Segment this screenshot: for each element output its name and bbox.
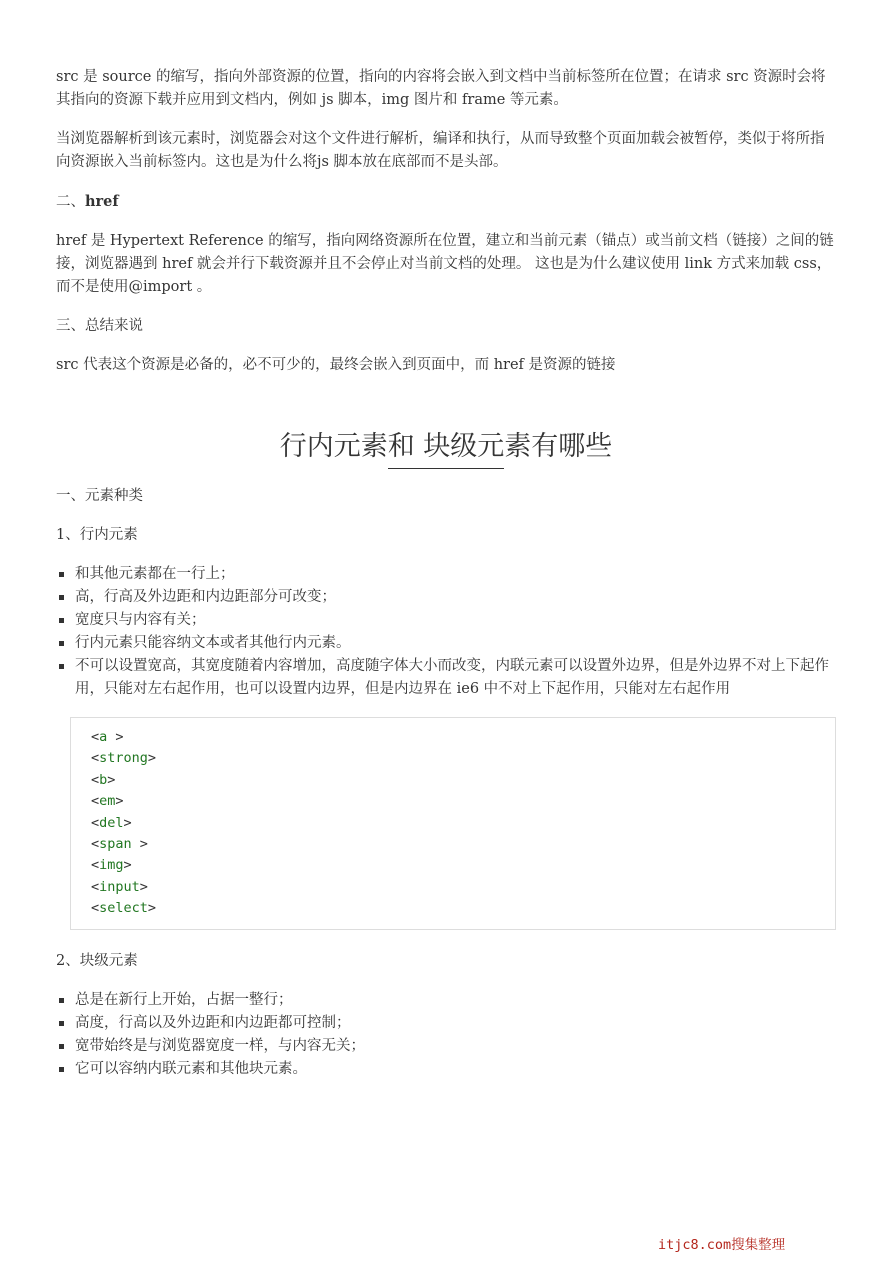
code-line: <select>	[91, 900, 157, 917]
code-line: <strong>	[91, 750, 157, 767]
article-title-underlined: 和 块级元	[388, 427, 505, 469]
code-line: <b>	[91, 771, 116, 788]
inline-tags-code-block	[70, 717, 836, 930]
inline-elements-heading: 1、行内元素	[56, 527, 138, 543]
code-line: <img>	[91, 857, 132, 874]
href-heading-prefix: 二、	[56, 194, 85, 210]
block-elements-list	[56, 989, 836, 1081]
list-item: 高，行高及外边距和内边距部分可改变；	[56, 586, 836, 609]
code-tag-name: select	[99, 900, 148, 917]
article-title-after: 素有哪些	[504, 431, 613, 462]
href-heading	[56, 190, 836, 214]
summary-paragraph: src 代表这个资源是必备的，必不可少的，最终会嵌入到页面中，而 href 是资源的链接	[56, 357, 616, 373]
code-tag-name: img	[99, 857, 124, 874]
block-elements-heading: 2、块级元素	[56, 952, 138, 969]
code-tag-name: span	[99, 836, 132, 853]
footer-watermark: itjc8.com搜集整理	[658, 1237, 786, 1253]
element-types-heading: 一、元素种类	[56, 488, 143, 504]
src-paragraph-2: 当浏览器解析到该元素时，浏览器会对这个文件进行解析，编译和执行，从而导致整个页面加载会被暂停，类似于将所指向资源嵌入当前标签内。这也是为什么将js 脚本放在底部而不是头部。	[56, 131, 825, 170]
list-item: 总是在新行上开始，占据一整行；	[56, 989, 836, 1012]
code-line: <em>	[91, 793, 124, 810]
article-title	[56, 427, 836, 469]
document-body	[56, 66, 836, 1097]
list-item: 不可以设置宽高，其宽度随着内容增加，高度随字体大小而改变，内联元素可以设置外边界，但是外边界不对上下起作用，只能对左右起作用，也可以设置内边界，但是内边界在 ie6 中不对上下起作用，只能对左右起作用	[56, 655, 836, 701]
list-item: 宽带始终是与浏览器宽度一样，与内容无关；	[56, 1035, 836, 1058]
code-line: <del>	[91, 814, 132, 831]
href-heading-word: href	[85, 193, 119, 210]
article-title-before: 行内元素	[279, 431, 388, 462]
inline-elements-list	[56, 563, 836, 701]
code-tag-name: b	[99, 771, 108, 788]
code-tag-name: input	[99, 878, 140, 895]
code-line: <a >	[91, 729, 124, 745]
code-line: <input>	[91, 878, 148, 895]
code-tag-name: del	[99, 814, 124, 831]
code-tag-name: strong	[99, 750, 148, 767]
code-tag-name: a	[99, 729, 108, 745]
list-item: 行内元素只能容纳文本或者其他行内元素。	[56, 632, 836, 655]
list-item: 宽度只与内容有关；	[56, 609, 836, 632]
src-paragraph-1: src 是 source 的缩写，指向外部资源的位置，指向的内容将会嵌入到文档中当前标签所在位置；在请求 src 资源时会将其指向的资源下载并应用到文档内，例如 js 脚本，img 图片和 frame 等元素。	[56, 69, 826, 108]
list-item: 它可以容纳内联元素和其他块元素。	[56, 1058, 836, 1081]
code-line: <span >	[91, 836, 148, 853]
list-item: 和其他元素都在一行上；	[56, 563, 836, 586]
summary-heading: 三、总结来说	[56, 318, 143, 334]
list-item: 高度，行高以及外边距和内边距都可控制；	[56, 1012, 836, 1035]
code-tag-name: em	[99, 793, 116, 810]
href-paragraph: href 是 Hypertext Reference 的缩写，指向网络资源所在位置，建立和当前元素（锚点）或当前文档（链接）之间的链接，浏览器遇到 href 就会并行下载资源并且不会停止对当前文档的处理。 这也是为什么建议使用 link 方式来加载 css，而不是使用@import 。	[56, 233, 834, 295]
